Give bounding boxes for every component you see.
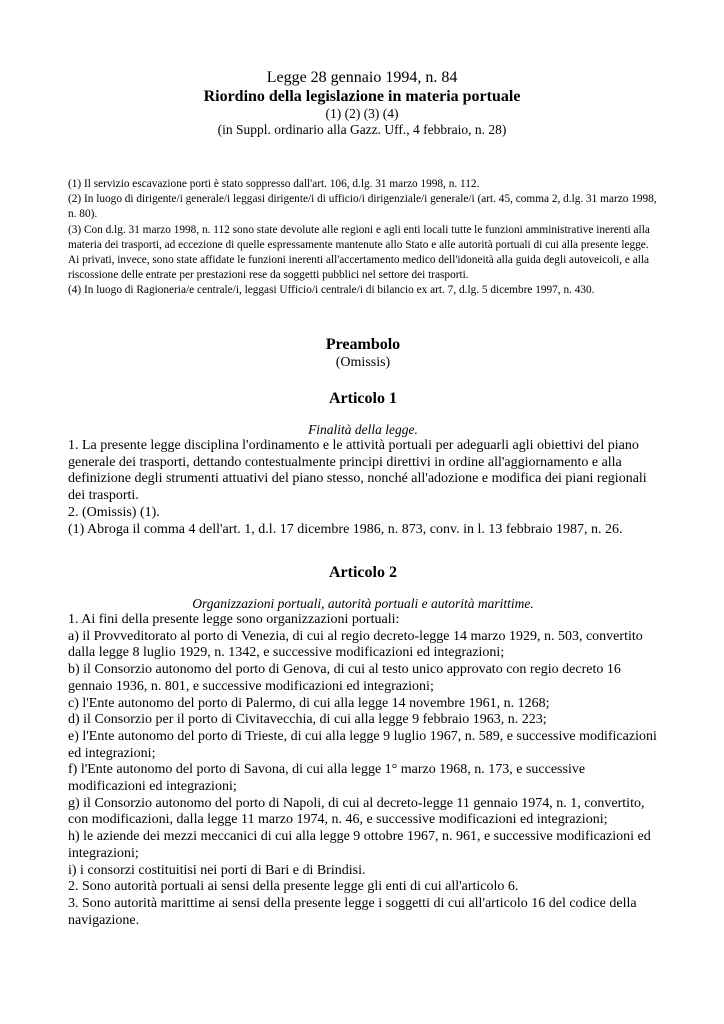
footnotes [68,177,658,299]
articolo-1-section [68,389,658,538]
articolo-2-item-c: c) l'Ente autonomo del porto di Palermo, di cui alla legge 14 novembre 1961, n. 1268; [68,695,550,711]
footnote-3: (3) Con d.lg. 31 marzo 1998, n. 112 sono state devolute alle regioni e agli enti locali tutte le funzioni amministrative inerenti alla materia dei trasporti, ad eccezione di quelle espressamente mantenute allo Stato e alle autorità portuali di cui alla presente legge. Ai privati, invece, sono state affidate le funzioni inerenti all'accertamento medico dell'idoneità alla guida degli autoveicoli, e alla riscossione delle entrate per prestazioni rese da soggetti pubblici nel settore dei trasporti. [68,223,650,282]
articolo-2-title: Articolo 2 [329,564,397,581]
articolo-2-item-a: a) il Provveditorato al porto di Venezia, di cui al regio decreto-legge 14 marzo 1929, n. 503, convertito dalla legge 8 luglio 1929, n. 1342, e successive modificazioni ed integrazioni; [68,628,643,661]
preambolo-title: Preambolo [325,336,401,353]
publication-reference: (in Suppl. ordinario alla Gazz. Uff., 4 febbraio, n. 28) [217,122,507,137]
articolo-2-paragraph: 2. Sono autorità portuali ai sensi della presente legge gli enti di cui all'articolo 6. [68,879,519,895]
footnote-4: (4) In luogo di Ragioneria/e centrale/i, leggasi Ufficio/i centrale/i di bilancio ex art. 7, d.lg. 5 dicembre 1997, n. 430. [68,284,595,297]
articolo-2-item-h: h) le aziende dei mezzi meccanici di cui alla legge 9 ottobre 1967, n. 961, e successive modificazioni ed integrazioni; [68,829,651,861]
articolo-1-body [68,438,658,538]
articolo-1-subtitle: Finalità della legge. [308,422,418,437]
law-title: Legge 28 gennaio 1994, n. 84 [266,69,458,86]
preambolo-section [68,335,658,371]
articolo-1-paragraph: 2. (Omissis) (1). [68,504,160,520]
articolo-2-item-e: e) l'Ente autonomo del porto di Trieste, di cui alla legge 9 luglio 1967, n. 589, e successive modificazioni ed integrazioni; [68,728,657,761]
articolo-2-body [68,612,658,929]
law-subtitle: Riordino della legislazione in materia portuale [203,88,521,105]
articolo-2-paragraph: 3. Sono autorità marittime ai sensi della presente legge i soggetti di cui all'articolo 16 del codice della navigazione. [68,895,637,928]
note-references: (1) (2) (3) (4) [325,106,399,121]
articolo-1-title: Articolo 1 [329,390,397,407]
articolo-2-section [68,563,658,929]
articolo-1-paragraph: (1) Abroga il comma 4 dell'art. 1, d.l. 17 dicembre 1986, n. 873, conv. in l. 13 febbraio 1987, n. 26. [68,521,623,537]
document-header [0,68,724,138]
articolo-2-item-g: g) il Consorzio autonomo del porto di Napoli, di cui al decreto-legge 11 gennaio 1974, n. 1, convertito, con modificazioni, dalla legge 11 marzo 1974, n. 46, e successive modificazioni ed integrazioni; [68,795,645,828]
articolo-2-item-d: d) il Consorzio per il porto di Civitavecchia, di cui alla legge 9 febbraio 1963, n. 223; [68,712,547,728]
preambolo-text: (Omissis) [335,355,391,370]
articolo-1-paragraph: 1. La presente legge disciplina l'ordinamento e le attività portuali per adeguarli agli obiettivi del piano generale dei trasporti, dettando contestualmente principi direttivi in ordine all'aggiornamento e alla definizione degli strumenti attuativi del piano stesso, nonché all'adozione e modifica dei piani regionali dei trasporti. [68,438,647,504]
articolo-2-paragraph: 1. Ai fini della presente legge sono organizzazioni portuali: [68,612,400,627]
articolo-2-item-i: i) i consorzi costituitisi nei porti di Bari e di Brindisi. [68,862,366,878]
footnote-2: (2) In luogo di dirigente/i generale/i leggasi dirigente/i di ufficio/i dirigenziale/i generale/i (art. 45, comma 2, d.lg. 31 marzo 1998, n. 80). [68,193,657,221]
articolo-2-subtitle: Organizzazioni portuali, autorità portuali e autorità marittime. [192,596,534,611]
articolo-2-item-f: f) l'Ente autonomo del porto di Savona, di cui alla legge 1° marzo 1968, n. 173, e successive modificazioni ed integrazioni; [68,762,586,795]
articolo-2-item-b: b) il Consorzio autonomo del porto di Genova, di cui al testo unico approvato con regio decreto 16 gennaio 1936, n. 801, e successive modificazioni ed integrazioni; [68,662,621,694]
footnote-1: (1) Il servizio escavazione porti è stato soppresso dall'art. 106, d.lg. 31 marzo 1998, n. 112. [68,178,480,190]
